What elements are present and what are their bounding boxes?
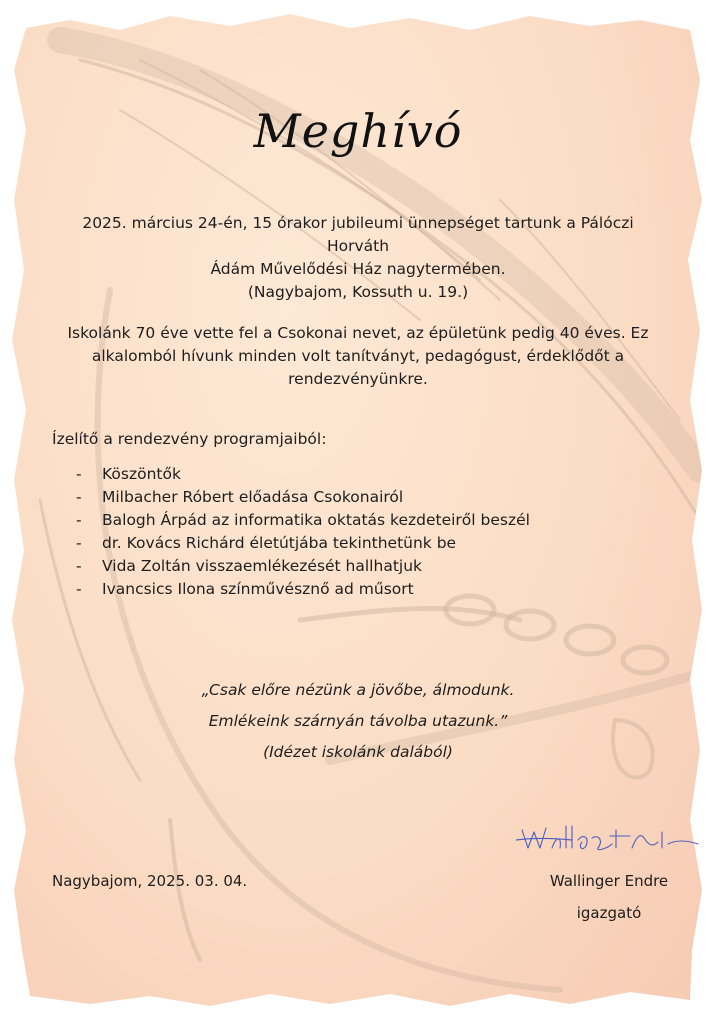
quote-line: Emlékeink szárnyán távolba utazunk.” bbox=[208, 712, 508, 730]
list-item bbox=[76, 463, 530, 486]
bullet-dash: - bbox=[76, 580, 82, 598]
list-item bbox=[76, 509, 530, 532]
place-and-date: Nagybajom, 2025. 03. 04. bbox=[52, 872, 248, 890]
list-item-text: Balogh Árpád az informatika oktatás kezdeteiről beszél bbox=[102, 511, 530, 529]
signer-name: Wallinger Endre bbox=[549, 872, 669, 890]
quote-line: „Csak előre nézünk a jövőbe, álmodunk. bbox=[201, 681, 515, 699]
anniversary-line: alkalomból hívunk minden volt tanítványt, pedagógust, érdeklődőt a bbox=[91, 347, 625, 365]
event-paragraph bbox=[50, 212, 666, 304]
list-item-text: Köszöntők bbox=[102, 465, 181, 483]
bullet-dash: - bbox=[76, 534, 82, 552]
handwritten-signature bbox=[512, 818, 702, 862]
page-title: Meghívó bbox=[253, 104, 463, 158]
program-intro: Ízelítő a rendezvény programjaiból: bbox=[52, 430, 327, 448]
quote-source: (Idézet iskolánk dalából) bbox=[263, 743, 453, 761]
list-item-text: Ivancsics Ilona színművésznő ad műsort bbox=[102, 580, 414, 598]
event-address: (Nagybajom, Kossuth u. 19.) bbox=[247, 283, 469, 301]
bullet-dash: - bbox=[76, 465, 82, 483]
list-item-text: Vida Zoltán visszaemlékezését hallhatjuk bbox=[102, 557, 422, 575]
event-line: 2025. március 24-én, 15 órakor jubileumi ünnepséget tartunk a Pálóczi Horváth bbox=[82, 214, 634, 255]
bullet-dash: - bbox=[76, 488, 82, 506]
list-item bbox=[76, 578, 530, 601]
list-item-text: dr. Kovács Richárd életútjába tekinthetünk be bbox=[102, 534, 457, 552]
anniversary-line: Iskolánk 70 éve vette fel a Csokonai nevet, az épületünk pedig 40 éves. Ez bbox=[67, 324, 649, 342]
bullet-dash: - bbox=[76, 511, 82, 529]
list-item bbox=[76, 532, 530, 555]
list-item bbox=[76, 555, 530, 578]
anniversary-paragraph bbox=[50, 322, 666, 391]
anniversary-line: rendezvényünkre. bbox=[288, 370, 428, 388]
event-line: Ádám Művelődési Ház nagytermében. bbox=[210, 260, 506, 278]
school-song-quote bbox=[0, 675, 716, 768]
program-list bbox=[76, 463, 530, 601]
signer-role: igazgató bbox=[576, 904, 642, 922]
bullet-dash: - bbox=[76, 557, 82, 575]
list-item bbox=[76, 486, 530, 509]
list-item-text: Milbacher Róbert előadása Csokonairól bbox=[102, 488, 404, 506]
